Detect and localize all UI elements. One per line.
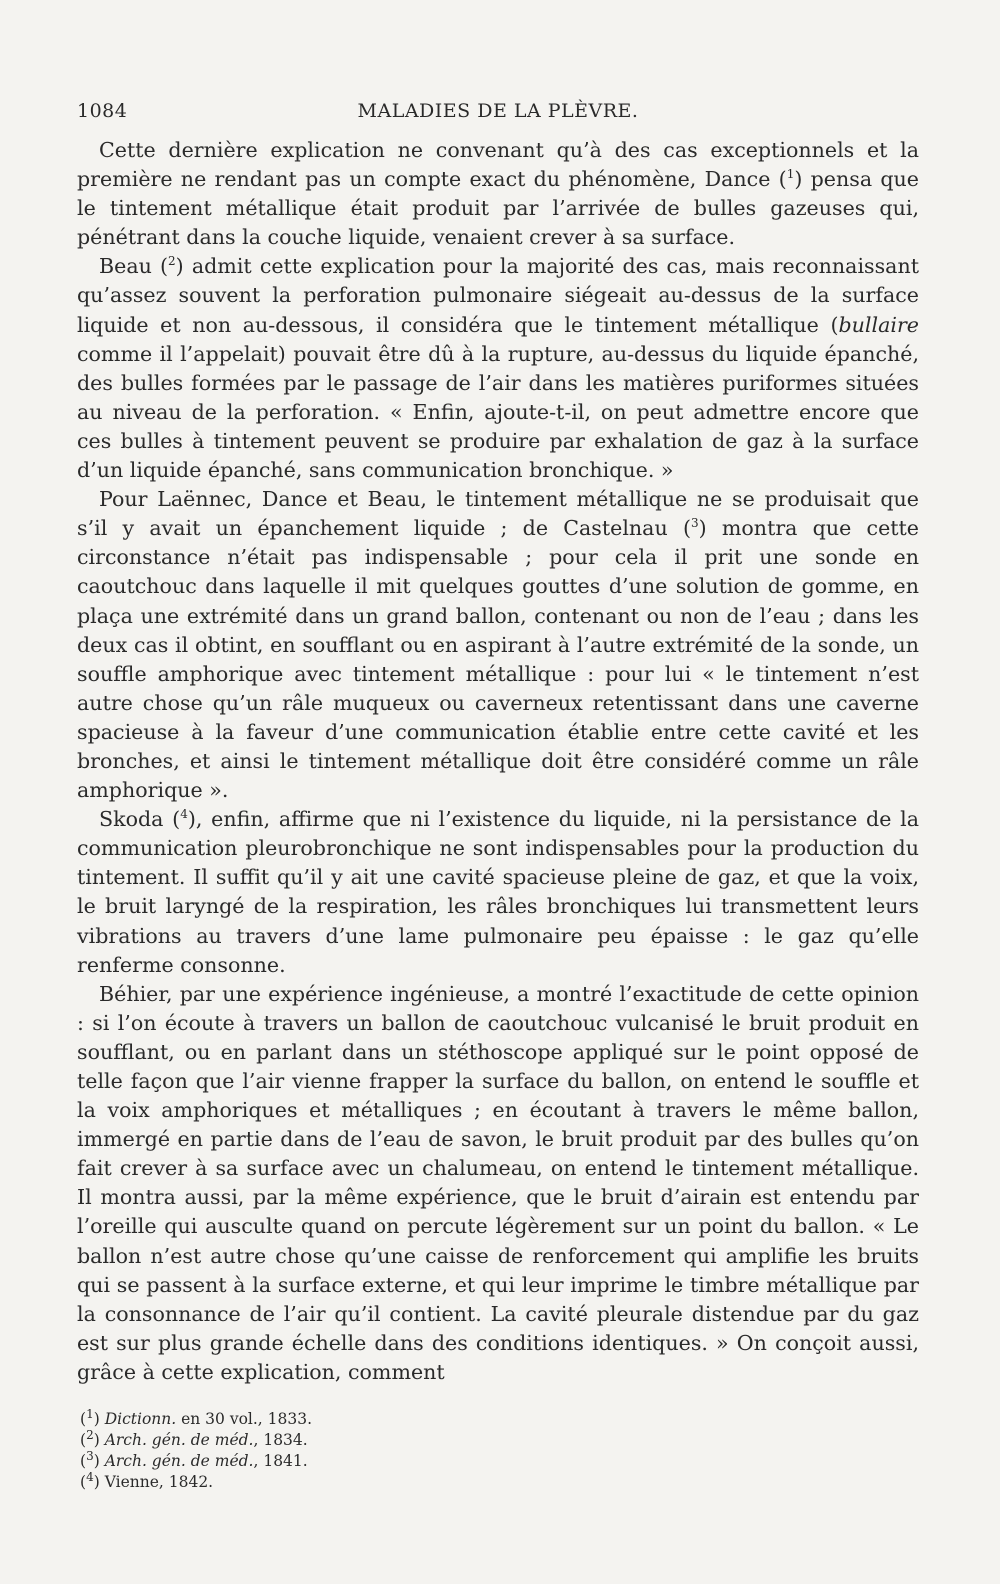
footnote-ref: 3: [690, 516, 699, 531]
footnotes: [77, 1406, 919, 1493]
paragraph-text: Béhier, par une expérience ingénieuse, a montré l’exactitude de cette opinion : si l’on écoute à travers un ballon de caoutchouc vulcanisé le bruit produit en soufflant, ou en parlant dans un stéthoscope appliqué sur le point opposé de telle façon que l’air vienne frapper la surface du ballon, on entend le souffle et la voix amphoriques et métalliques ; en écoutant à travers le même ballon, immergé en partie dans de l’eau de savon, le bruit produit par des bulles qu’on fait crever à sa surface avec un chalumeau, on entend le tintement métallique. Il montra aussi, par la même expérience, que le bruit d’airain est entendu par l’oreille qui ausculte quand on percute légèrement sur un point du ballon. « Le ballon n’est autre chose qu’une caisse de renforcement qui amplifie les bruits qui se passent à la surface externe, et qui leur imprime le timbre métallique par la consonnance de l’air qu’il contient. La cavité pleurale distendue par du gaz est sur plus grande échelle dans des conditions identiques. » On conçoit aussi, grâce à cette explication, comment: [77, 981, 919, 1384]
paragraph: [77, 980, 919, 1387]
paragraph: [77, 805, 919, 980]
paragraph-text: Pour Laënnec, Dance et Beau, le tintement métallique ne se produisait que s’il y avait un épanchement liquide ; de Castelnau (: [77, 487, 919, 541]
paragraph-text: ) pensa que le tintement métallique était produit par l’arrivée de bulles gazeuses qui, pénétrant dans la couche liquide, venaient crever à sa surface.: [77, 167, 919, 250]
footnote: ($^2$) Arch. gén. de méd., 1834.: [80, 1427, 308, 1450]
footnote: ($^3$) Arch. gén. de méd., 1841.: [80, 1448, 308, 1471]
footnote-ref: 1: [786, 167, 795, 182]
body-text: [77, 136, 919, 1387]
page: [77, 100, 919, 1493]
footnote-text: , 1834.: [253, 1431, 308, 1450]
paragraph-text: Skoda (: [99, 807, 181, 832]
footnote-source: Arch. gén. de méd.: [104, 1452, 254, 1471]
footnote-text: Vienne, 1842.: [104, 1473, 214, 1492]
footnote-mark: 1: [86, 1406, 94, 1421]
paragraph: [77, 485, 919, 805]
italic-term: bullaire: [838, 312, 919, 337]
page-number: 1084: [77, 100, 128, 122]
paragraph-text: ), enfin, affirme que ni l’existence du liquide, ni la persistance de la communication pleurobronchique ne sont indispensables pour la production du tintement. Il suffit qu’il y ait une cavité spacieuse pleine de gaz, et que la voix, le bruit laryngé de la respiration, les râles bronchiques lui transmettent leurs vibrations au travers d’une lame pulmonaire peu épaisse : le gaz qu’elle renferme consonne.: [77, 807, 920, 977]
footnote-ref: 2: [168, 254, 176, 269]
page-header: [77, 100, 919, 136]
paragraph-text: ) admit cette explication pour la majorité des cas, mais reconnaissant qu’assez souvent la perforation pulmonaire siégeait au-dessus de la surface liquide et non au-dessous, il considéra que le tintement métallique (: [77, 254, 919, 337]
footnote-ref: 4: [180, 807, 188, 822]
footnote-source: Arch. gén. de méd.: [104, 1431, 254, 1450]
footnote-text: en 30 vol., 1833.: [176, 1410, 313, 1429]
paragraph-text: comme il l’appelait) pouvait être dû à la rupture, au-dessus du liquide épanché, des bulles formées par le passage de l’air dans les matières puriformes situées au niveau de la perforation. « Enfin, ajoute-t-il, on peut admettre encore que ces bulles à tintement peuvent se produire par exhalation de gaz à la surface d’un liquide épanché, sans communication bronchique. »: [77, 341, 919, 483]
footnote: ($^4$) Vienne, 1842.: [80, 1469, 214, 1492]
running-title: MALADIES DE LA PLÈVRE.: [357, 100, 639, 122]
footnote: ($^1$) Dictionn. en 30 vol., 1833.: [80, 1406, 313, 1429]
paragraph-text: ) montra que cette circonstance n’était pas indispensable ; pour cela il prit une sonde en caoutchouc dans laquelle il mit quelques gouttes d’une solution de gomme, en plaça une extrémité dans un grand ballon, contenant ou non de l’eau ; dans les deux cas il obtint, en soufflant ou en aspirant à l’autre extrémité de la sonde, un souffle amphorique avec tintement métallique : pour lui « le tintement n’est autre chose qu’un râle muqueux ou caverneux retentissant dans une caverne spacieuse à la faveur d’une communication établie entre cette cavité et les bronches, et ainsi le tintement métallique doit être considéré comme un râle amphorique ».: [77, 516, 919, 803]
paragraph-text: Beau (: [99, 254, 169, 279]
paragraph: [77, 252, 919, 485]
footnote-mark: 4: [86, 1469, 94, 1484]
footnote-text: , 1841.: [253, 1452, 308, 1471]
footnote-source: Dictionn.: [104, 1410, 177, 1429]
paragraph-text: Cette dernière explication ne convenant qu’à des cas exceptionnels et la première ne rendant pas un compte exact du phénomène, Dance (: [77, 138, 919, 192]
footnote-mark: 3: [86, 1448, 94, 1463]
footnote-mark: 2: [86, 1427, 94, 1442]
paragraph: [77, 136, 919, 252]
